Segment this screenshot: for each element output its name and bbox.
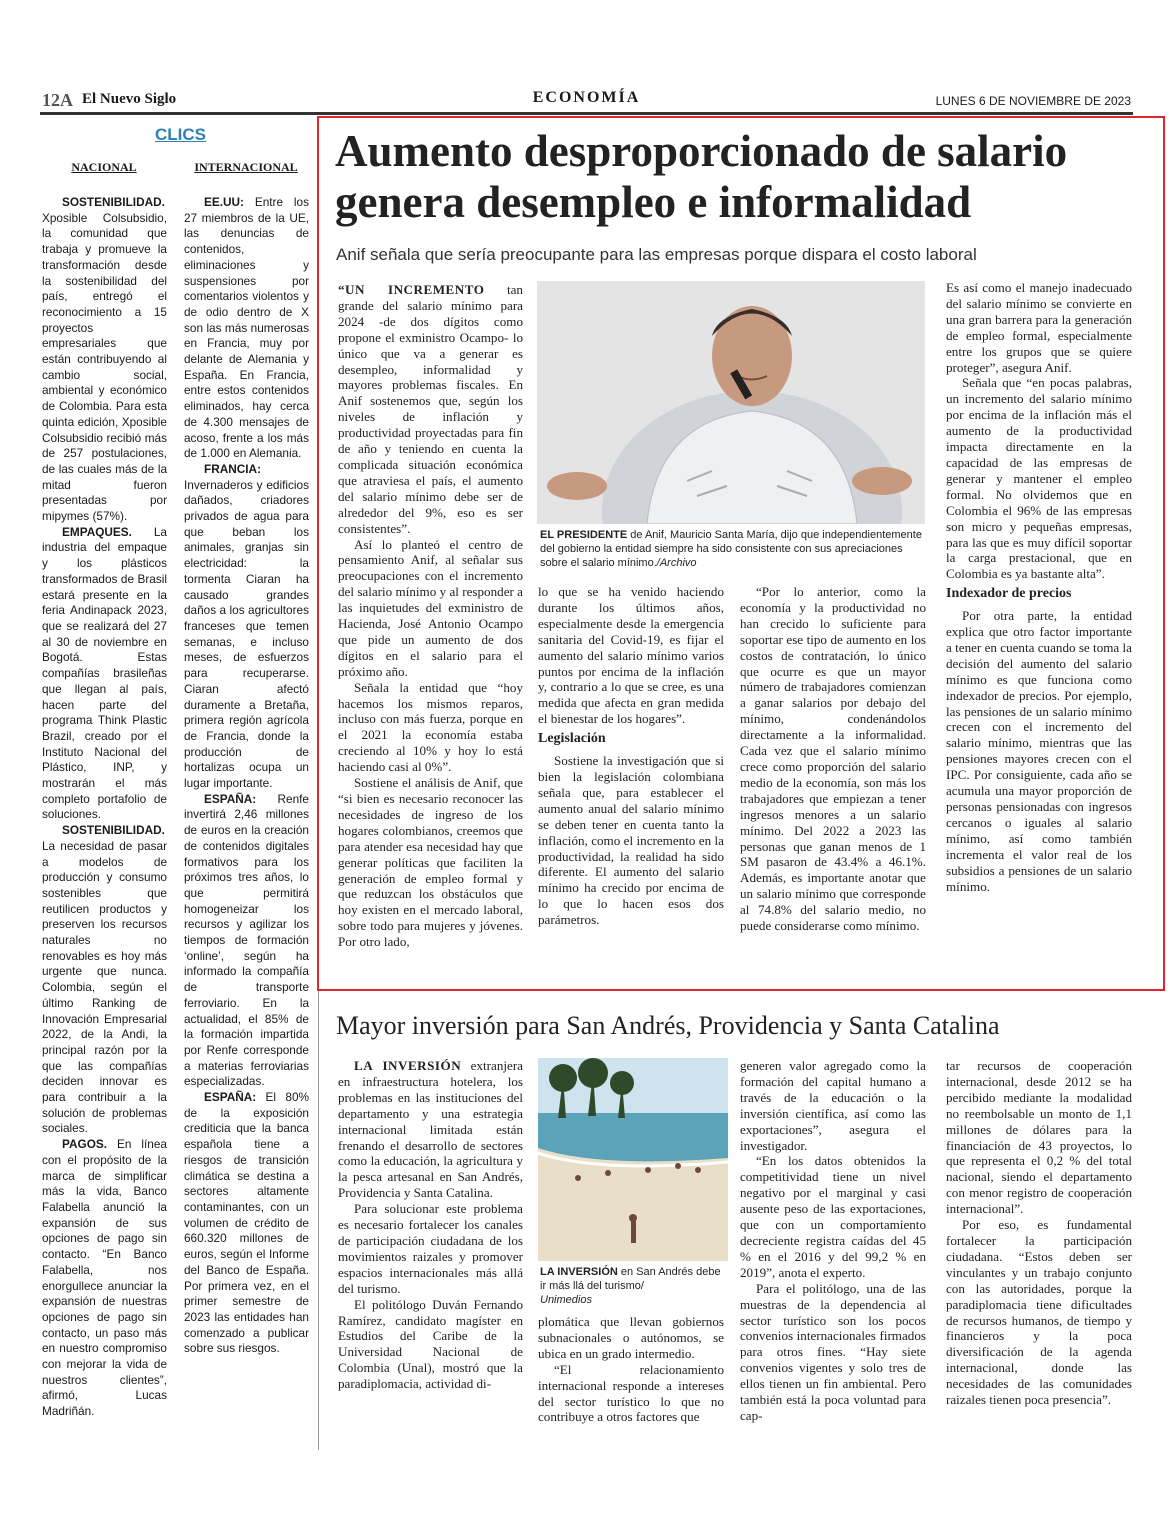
second-col-4 — [946, 1058, 1132, 1408]
main-paragraph: Señala la entidad que “hoy hacemos los mismos reparos, incluso con más fuerza, porque en el 2021 la economía estaba creciendo al 10% y hoy lo está haciendo casi al 0%”. — [338, 679, 523, 775]
main-col-4 — [946, 280, 1132, 894]
subhead-legislacion: Legislación — [538, 731, 606, 747]
second-paragraph: Por eso, es fundamental fortalecer la participación ciudadana. “Estos deben ser vinculantes y un trabajo conjunto con las autoridades, porque la paradiplomacia tiene dificultades de recursos humanos, de tiempo y financieros y la poca diversificación de la agenda internacional, donde las necesidades de las comunidades raizales tienen poca presencia”. — [946, 1217, 1132, 1408]
speaker-illustration — [537, 281, 925, 524]
brief-lead: FRANCIA: — [204, 461, 262, 476]
brief-lead: ESPAÑA: — [204, 791, 257, 806]
main-paragraph: tan grande del salario mínimo para 2024 -de dos dígitos como propone el exministro Ocampo- lo único que va a generar es desempleo, informalidad y mayores problemas fiscales. En Anif sostenemos que, según los niveles de inflación y productividad proyectadas para fin de año y teniendo en cuenta la complicada situación económica que atraviesa el país, el aumento del salario mínimo debe ser de alrededor del 9%, eso es ser consistentes”. — [338, 282, 523, 536]
second-col-2 — [538, 1314, 724, 1425]
brief-text: Renfe invertirá 2,46 millones de euros en la creación de contenidos digitales formativos para los próximos tres años, lo que permitirá homogeneizar los recursos y agilizar los tiempos de formación ‘online’, según ha informado la compañía de transporte ferroviario. En la actualidad, el 85% de la formación impartida por Renfe corresponde a materias ferroviarias especializadas. — [184, 791, 309, 1089]
main-paragraph: Sostiene la investigación que si bien la legislación colombiana señala que, para establecer el aumento anual del salario mínimo se deben tener en cuenta tanto la inflación, como el incremento en la productividad, la realidad ha sido diferente. El aumento del salario mínimo ha crecido por encima de lo que lo hacen esos dos parámetros. — [538, 753, 724, 928]
second-paragraph: Para el politólogo, una de las muestras de la dependencia al sector turístico son los pocos convenios internacionales firmados para otros fines. “Hay siete convenios vigentes y solo tres de ellos tienen un fin ambiental. Pero también está la poca voluntad para cap- — [740, 1280, 926, 1423]
main-col-1 — [338, 282, 523, 950]
brief-text: La industria del empaque y los plásticos transformados de Brasil estará presente en la feria Andinapack 2023, que se realizará del 27 al 30 de noviembre en Bogotá. Estas compañías brasileñas que llegan al país, hacen parte del programa Think Plastic Brazil, creado por el Instituto Nacional del Plástico, INP, y mostrarán el más completo portafolio de soluciones. — [42, 524, 167, 822]
second-paragraph: tar recursos de cooperación internacional, desde 2012 se ha percibido mediante la modalidad no reembolsable un monto de 1,1 millones de dólares para la financiación de 43 proyectos, lo que representa el 0,2 % del total nacional, siendo el departamento con menor registro de cooperación internacional”. — [946, 1058, 1132, 1217]
brief-lead: SOSTENIBILIDAD. — [62, 823, 165, 838]
brief-item — [42, 823, 167, 1137]
san-andres-beach-photo — [538, 1058, 728, 1261]
caption-text: de Anif, Mauricio Santa María, dijo que independientemente del gobierno la entidad siempre ha sido consistente con sus apreciaciones sobre el salario mínimo. — [540, 529, 922, 569]
newspaper-name: El Nuevo Siglo — [82, 91, 177, 107]
second-paragraph: El politólogo Duván Fernando Ramírez, candidato magíster en Estudios del Caribe de la Universidad Nacional de Colombia (Unal), mostró que la paradiplomacia, actividad di- — [338, 1296, 523, 1392]
brief-item — [42, 525, 167, 823]
brief-lead: EE.UU: — [204, 195, 244, 209]
second-paragraph: extranjera en infraestructura hotelera, los problemas en las instituciones del departamento y una estrategia internacional limitada están frenando el desarrollo de sectores como la educación, la agricultura y la pesca artesanal en San Andrés, Providencia y Santa Catalina. — [338, 1058, 523, 1201]
main-paragraph: “Por lo anterior, como la economía y la productividad no han crecido lo suficiente para soportar ese tipo de aumento en los costos de contratación, lo único que ocurre es que un mayor número de trabajadores comienzan a ganar salarios por debajo del mínimo, condenándolos directamente a la informalidad. Cada vez que el salario mínimo crece como proporción del salario medio de la economía, son más los trabajadores que empiezan a tener ingresos menores a un salario mínimo. Del 2022 a 2023 las personas que ganan menos de 1 SM pasaron de 43.4% a 46.1%. Además, es importante anotar que un salario mínimo que corresponde al 74.8% del salario medio, no puede considerarse como mínimo. — [740, 584, 926, 934]
nacional-heading: NACIONAL — [71, 160, 137, 174]
main-deck: Anif señala que sería preocupante para las empresas porque dispara el costo laboral — [336, 245, 977, 264]
brief-text: Entre los 27 miembros de la UE, las denuncias de contenidos, eliminaciones y suspensiones por comentarios violentos y de odio dentro de X son las más numerosas en Francia, muy por delante de Alemania y España. En Francia, entre estos contenidos eliminados, hay cerca de 4.300 mensajes de acoso, frente a los más de 1.000 en Alemania. — [184, 195, 309, 461]
main-paragraph: Por otra parte, la entidad explica que otro factor importante a tener en cuenta cuando se toma la decisión del aumento del salario mínimo es que funciona como indexador de precios. Por ejemplo, las pensiones de un salario mínimo crecen con el incremento del salario mínimo, mientras que las pensiones mayores crecen con el IPC. Por consiguiente, cada año se acumula una mayor proporción de personas pensionadas con ingresos cercanos o iguales al salario mínimo, así como también incrementa el valor real de los subsidios a pensiones de un salario mínimo. — [946, 608, 1132, 894]
brief-lead: PAGOS. — [62, 1137, 108, 1152]
brief-text: La necesidad de pasar a modelos de producción y consumo sostenibles que reutilicen productos y preserven los recursos naturales no renovables es hoy más urgente que nunca. Colombia, según el último Ranking de Innovación Empresarial 2022, de la Andi, la principal razón por la que las compañías deciden innovar es para contribuir a la solución de problemas sociales. — [42, 838, 167, 1136]
internacional-briefs — [184, 195, 309, 1357]
brief-lead: ESPAÑA: — [204, 1090, 257, 1105]
second-headline: Mayor inversión para San Andrés, Providencia y Santa Catalina — [336, 1011, 1000, 1040]
main-col-3 — [740, 584, 926, 934]
brief-lead: EMPAQUES. — [62, 524, 132, 539]
second-paragraph: Para solucionar este problema es necesario fortalecer los canales de participación ciudadana de los movimientos raizales y promover espacios internacionales más allá del turismo. — [338, 1201, 523, 1296]
brief-item — [184, 1090, 309, 1357]
subhead-indexador: Indexador de precios — [946, 586, 1072, 602]
issue-date: LUNES 6 DE NOVIEMBRE DE 2023 — [935, 94, 1131, 108]
main-paragraph: Así lo planteó el centro de pensamiento Anif, al señalar sus preocupaciones con el incremento del salario mínimo y al responder a las inquietudes del exministro de Hacienda, José Antonio Ocampo que pide un aumento de dos dígitos en el salario para el próximo año. — [338, 536, 523, 679]
caption-lead: LA INVERSIÓN — [540, 1266, 618, 1278]
nacional-briefs — [42, 195, 167, 1420]
main-paragraph: Señala que “en pocas palabras, un incremento del salario mínimo por encima de la inflación más el aumento de la productividad impacta directamente en la capacidad de las empresas de generar y mantener el empleo formal. No olvidemos que en Colombia el 96% de las empresas son micro y pequeñas empresas, para las que es muy difícil soportar la carga prestacional, que en Colombia es ya bastante alta”. — [946, 375, 1132, 582]
brief-item — [184, 792, 309, 1090]
page-number: 12A — [42, 90, 73, 110]
anif-president-photo — [537, 281, 925, 524]
section-title: ECONOMÍA — [532, 89, 641, 106]
main-paragraph: lo que se ha venido haciendo durante los últimos años, especialmente desde la emergencia sanitaria del Covid-19, es fijar el aumento del salario mínimo varios puntos por encima de la inflación y, contrario a lo que se cree, es una medida que afecta en gran medida el bienestar de los hogares”. — [538, 584, 724, 727]
brief-item — [184, 462, 309, 792]
main-lead-caps: “UN INCREMENTO — [338, 282, 485, 297]
second-col-3 — [740, 1058, 926, 1424]
second-paragraph: plomática que llevan gobiernos subnacionales o autónomos, se ubica en un grado intermedio. — [538, 1314, 724, 1361]
caption-credit: /Archivo — [656, 557, 697, 569]
brief-text: El 80% de la exposición crediticia que la banca española tiene a riesgos de transición climática se destina a sectores altamente contaminantes, con un volumen de crédito de 660.320 millones de euros, según el Informe del Banco de España. Por primera vez, en el primer semestre de 2023 las entidades han comenzado a publicar sobre sus riesgos. — [184, 1090, 309, 1356]
brief-text: Invernaderos y edificios dañados, criadores privados de agua para que beban los animales, granjas sin electricidad: la tormenta Ciaran ha causado grandes daños a los agricultores franceses que temen semanas, e incluso meses, de esfuerzos para recuperarse. Ciaran afectó duramente a Bretaña, primera región agrícola de Francia, donde la producción de hortalizas ocupa un lugar importante. — [184, 477, 309, 791]
caption-credit: Unimedios — [540, 1294, 592, 1306]
main-headline: Aumento desproporcionado de salario genera desempleo e informalidad — [335, 126, 1068, 227]
main-col-2 — [538, 584, 724, 928]
caption-text: en San Andrés debe ir más llá del turismo/ — [540, 1266, 721, 1292]
main-paragraph: Es así como el manejo inadecuado del salario mínimo se convierte en una gran barrera para la generación de empleo formal, especialmente entre los grupos que se quiere proteger”, asegura Anif. — [946, 280, 1132, 375]
caption-lead: EL PRESIDENTE — [540, 529, 628, 541]
internacional-heading: INTERNACIONAL — [194, 160, 298, 174]
second-paragraph: “En los datos obtenidos la competitividad tiene un nivel negativo por el marginal y casi ausente peso de las exportaciones, que con un comportamiento decreciente registra caídas del 45 % en el 2016 y del 99,2 % en 2019”, anota el experto. — [740, 1153, 926, 1280]
brief-item — [42, 1137, 167, 1420]
brief-item — [42, 195, 167, 525]
second-paragraph: generen valor agregado como la formación del capital humano a través de la educación o la inversión científica, así como las exportaciones”, asegura el investigador. — [740, 1058, 926, 1153]
clics-title: CLICS — [155, 125, 206, 144]
second-paragraph: “El relacionamiento internacional responde a intereses del sector turístico lo que no contribuye a otros factores que — [538, 1361, 724, 1425]
beach-illustration — [538, 1058, 728, 1261]
page-header — [40, 86, 1133, 115]
second-lead-caps: LA INVERSIÓN — [354, 1058, 462, 1073]
main-paragraph: Sostiene el análisis de Anif, que “si bien es necesario reconocer las necesidades de ingreso de los hogares colombianos, creemos que para atender esa necesidad hay que generar políticas que faciliten la generación de empleo formal y que reduzcan los obstáculos que hoy existen en el mercado laboral, sobre todo para mujeres y jóvenes. Por otro lado, — [338, 775, 523, 950]
photo-caption-1 — [540, 528, 925, 570]
photo-caption-2 — [540, 1265, 728, 1307]
brief-lead: SOSTENIBILIDAD. — [62, 195, 165, 209]
brief-item — [184, 195, 309, 462]
second-col-1 — [338, 1058, 523, 1392]
brief-text: En línea con el propósito de la marca de simplificar más la vida, Banco Falabella anunció la expansión de sus opciones de pago sin contacto. “En Banco Falabella, nos enorgullece anunciar la expansión de nuestras opciones de pago sin contacto, un paso más en nuestro compromiso con mejorar la vida de nuestros clientes”, afirmó, Lucas Madriñán. — [42, 1137, 167, 1419]
brief-text: Xposible Colsubsidio, la comunidad que trabaja y promueve la transformación desde la sostenibilidad del país, entregó el reconocimiento a 15 proyectos empresariales que están contribuyendo al cambio social, ambiental y económico de Colombia. Para esta quinta edición, Xposible Colsubsidio recibió más de 257 postulaciones, de las cuales más de la mitad fueron presentadas por mipymes (57%). — [42, 210, 167, 524]
